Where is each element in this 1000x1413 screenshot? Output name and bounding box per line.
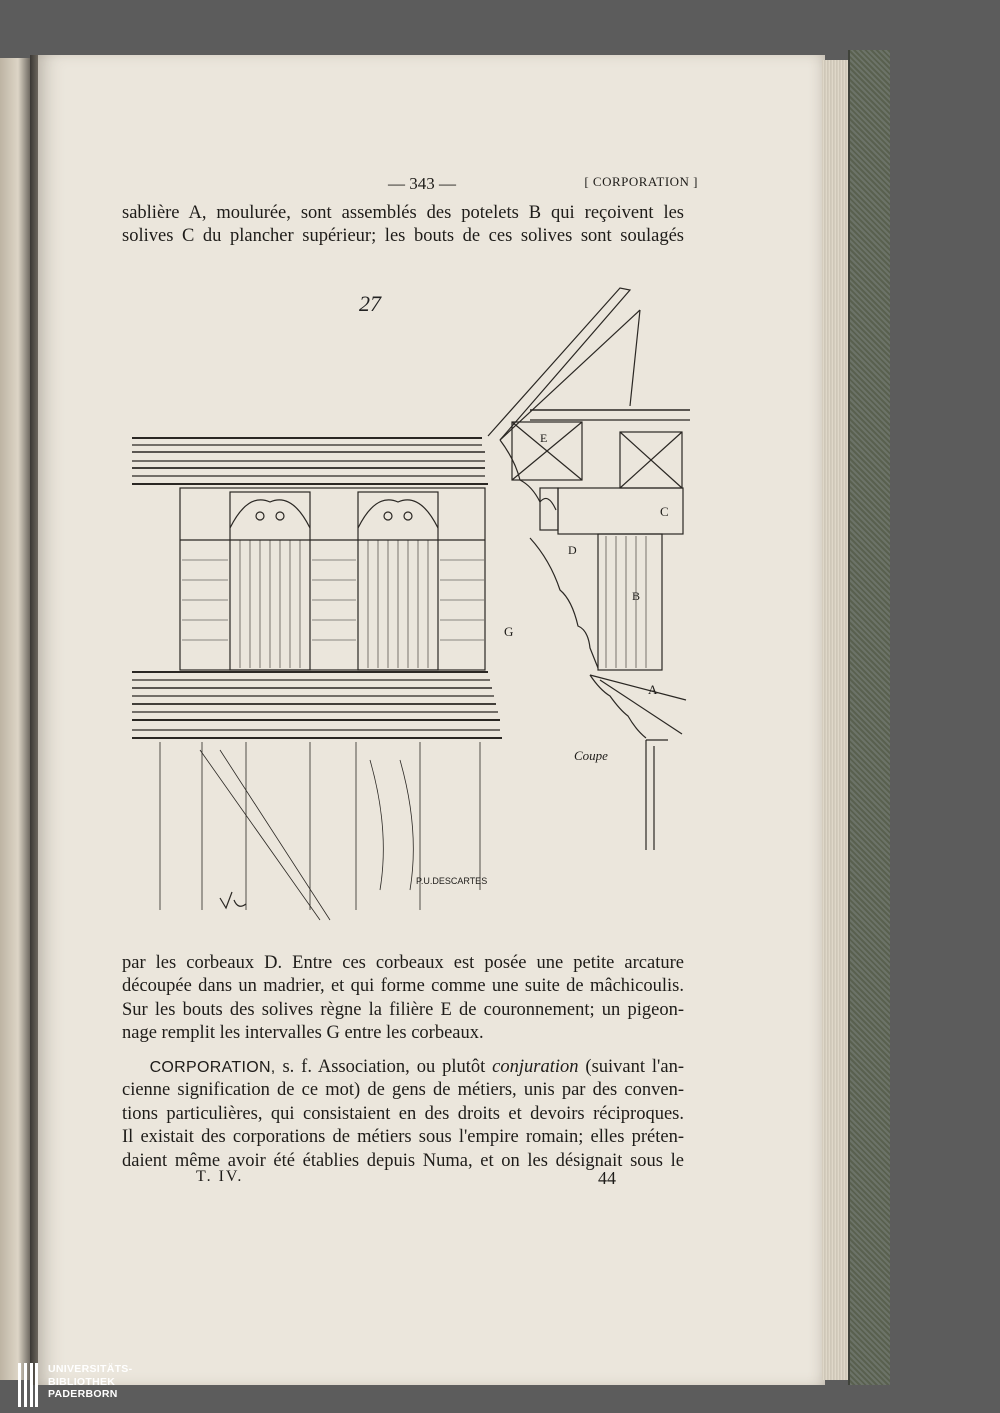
logo-line: PADERBORN	[48, 1388, 118, 1400]
corporation-entry	[122, 1056, 684, 1173]
text-line: daient même avoir été établies depuis Numa, et on les désignait sous le	[122, 1150, 684, 1171]
logo-line: BIBLIOTHEK	[48, 1375, 116, 1388]
label-coupe: Coupe	[574, 748, 608, 763]
text-line: par les corbeaux D. Entre ces corbeaux est posée une petite arcature	[122, 953, 684, 973]
volume-signature: T. IV.	[196, 1168, 244, 1185]
library-logo-icon	[18, 1363, 38, 1407]
text-line: nage remplit les intervalles G entre les corbeaux.	[122, 1023, 484, 1044]
engraver-credit: P.U.DESCARTES	[416, 876, 488, 886]
label-c: C	[660, 504, 669, 519]
label-d: D	[568, 543, 577, 557]
entry-text: (suivant l'an-	[578, 1057, 684, 1077]
page-stack-edges	[822, 60, 850, 1380]
text-line: solives C du plancher supérieur; les bouts de ces solives sont soulagés	[122, 226, 684, 247]
gathering-signature: 44	[598, 1168, 616, 1188]
entry-italic-term: conjuration	[492, 1057, 579, 1077]
library-logo	[18, 1363, 218, 1409]
architectural-engraving	[120, 270, 700, 940]
label-e: E	[540, 431, 548, 445]
text-line: Sur les bouts des solives règne la filière E de couronnement; un pigeon-	[122, 999, 684, 1020]
entry-text: s. f. Association, ou plutôt	[275, 1057, 493, 1077]
figure-number: 27	[359, 291, 381, 316]
top-paragraph	[122, 202, 684, 249]
text-line: sablière A, moulurée, sont assemblés des potelets B qui reçoivent les	[122, 203, 684, 223]
entry-headword: CORPORATION,	[149, 1059, 276, 1076]
text-line: Il existait des corporations de métiers sous l'empire romain; elles préten-	[122, 1127, 684, 1148]
entry-first-line	[122, 1056, 684, 1079]
page-number-header: — 343 —	[388, 174, 456, 193]
label-g: G	[504, 624, 514, 639]
bottom-paragraph	[122, 952, 684, 1046]
text-line: découpée dans un madrier, et qui forme comme une suite de mâchicoulis.	[122, 976, 684, 997]
text-line: tions particulières, qui consistaient en des droits et devoirs réciproques.	[122, 1103, 684, 1124]
text-line: cienne signification de ce mot) de gens de métiers, unis par des conven-	[122, 1080, 684, 1101]
label-a: A	[648, 682, 658, 697]
monogram-mark	[220, 892, 246, 908]
logo-line: UNIVERSITÄTS-	[48, 1363, 133, 1375]
book-gutter	[30, 55, 38, 1385]
left-page-edge	[0, 58, 30, 1380]
label-b: B	[632, 589, 641, 603]
section-header: [ CORPORATION ]	[584, 174, 698, 189]
book-cover-edge	[848, 50, 890, 1385]
